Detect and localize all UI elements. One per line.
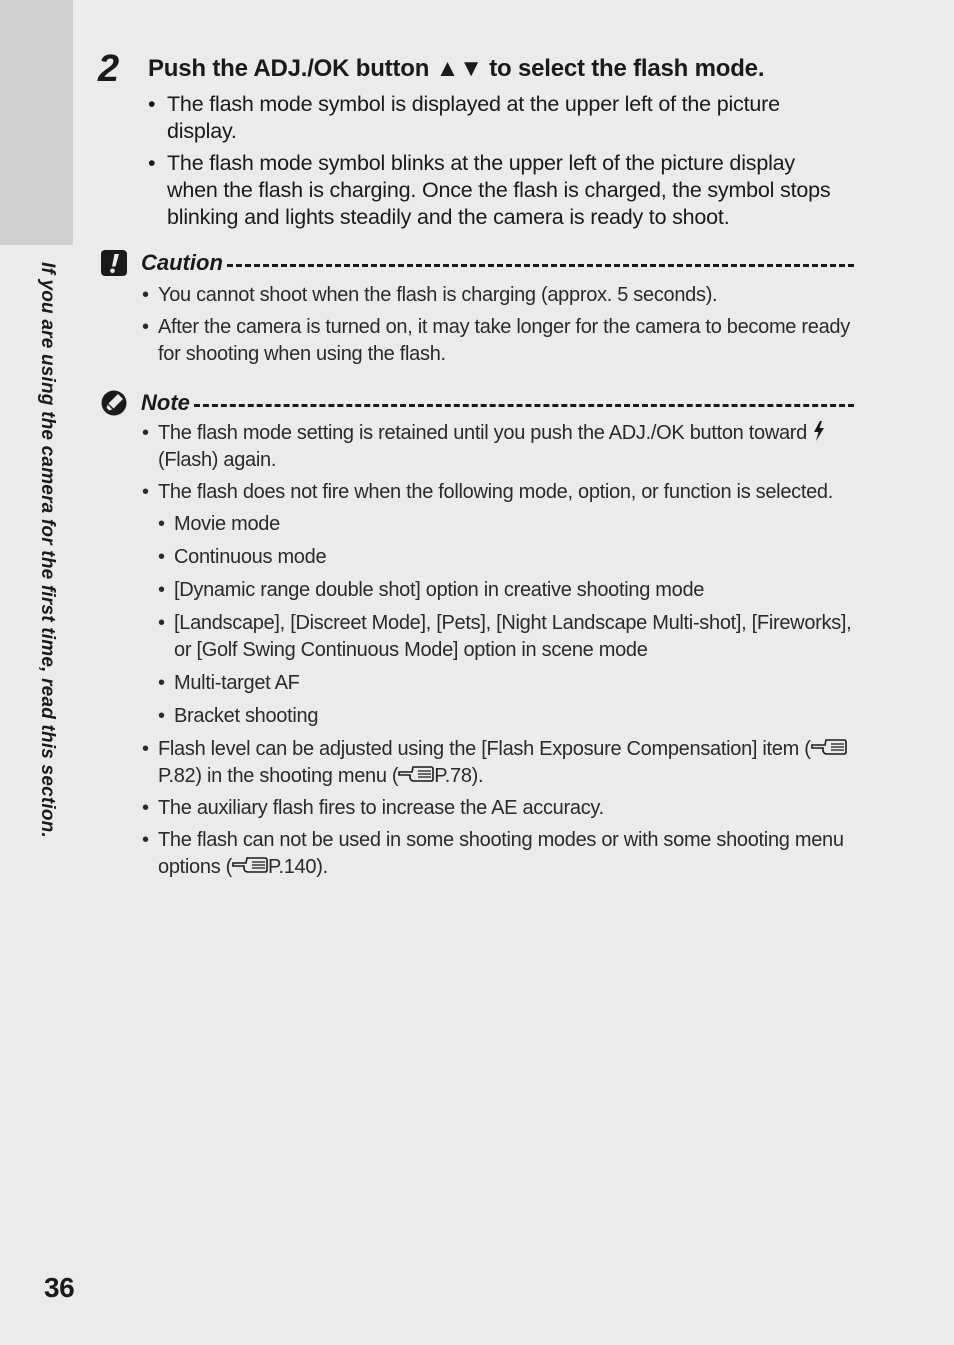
note-pencil-icon: [100, 389, 128, 417]
caution-item: • You cannot shoot when the flash is charging (approx. 5 seconds).: [142, 282, 857, 309]
note-sub-list: [158, 511, 857, 730]
caution-list: [142, 282, 857, 373]
note-sub-item: • [Landscape], [Discreet Mode], [Pets], [Night Landscape Multi-shot], [Fireworks], or [Golf Swing Continuous Mode] option in scene mode: [158, 610, 857, 664]
note-item: • The auxiliary flash fires to increase the AE accuracy.: [142, 795, 857, 822]
note-item: • The flash does not fire when the following mode, option, or function is selected. • Movie mode • Continuous mode • [Dynamic range double shot] option in creative shooting mode • [Landscape], [Discreet Mode], [Pets], [Night Landscape Multi-shot], [Fireworks], or [Golf Swing Continuous Mode] option in scene mode • Multi-target AF • Bracket shooting: [142, 479, 857, 730]
section-tab: [0, 0, 73, 245]
page-reference-icon: [811, 737, 847, 757]
step-heading-text-after: to select the flash mode.: [482, 55, 765, 82]
note-dashed-rule: [194, 404, 854, 407]
note-sub-item: • Continuous mode: [158, 544, 857, 571]
page-reference[interactable]: P.78: [434, 765, 472, 787]
note-sub-item: • Movie mode: [158, 511, 857, 538]
note-item: • Flash level can be adjusted using the [Flash Exposure Compensation] item (P.82) in the shooting menu ( P.78).: [142, 736, 857, 790]
up-down-arrows-icon: ▲▼: [435, 55, 483, 82]
step-bullet-item: • The flash mode symbol is displayed at the upper left of the picture display.: [148, 91, 848, 145]
step-bullet-list: [148, 91, 848, 236]
note-sub-item: • Multi-target AF: [158, 670, 857, 697]
side-caption: If you are using the camera for the first time, read this section.: [37, 262, 58, 838]
step-number: 2: [98, 48, 120, 90]
caution-title: Caution: [141, 250, 223, 275]
page-number: 36: [44, 1272, 75, 1303]
note-item: • The flash mode setting is retained until you push the ADJ./OK button toward (Flash) again.: [142, 420, 857, 474]
caution-header: [100, 248, 854, 278]
note-item: • The flash can not be used in some shooting modes or with some shooting menu options ( P.140).: [142, 827, 857, 881]
note-header: [100, 388, 854, 418]
flash-icon: [812, 420, 826, 442]
note-sub-item: • [Dynamic range double shot] option in creative shooting mode: [158, 577, 857, 604]
caution-icon: [100, 249, 128, 277]
caution-item: • After the camera is turned on, it may take longer for the camera to become ready for shooting when using the flash.: [142, 314, 857, 368]
page-reference-icon: [398, 764, 434, 784]
step-bullet-item: • The flash mode symbol blinks at the upper left of the picture display when the flash is charging. Once the flash is charged, the symbol stops blinking and lights steadily and the camera is ready to shoot.: [148, 150, 848, 231]
page-reference-icon: [232, 855, 268, 875]
step-heading-text-before: Push the ADJ./OK button: [148, 55, 436, 82]
caution-dashed-rule: [227, 264, 854, 267]
note-sub-item: • Bracket shooting: [158, 703, 857, 730]
page-reference[interactable]: P.140: [268, 856, 317, 878]
note-title: Note: [141, 390, 190, 415]
page-reference[interactable]: P.82: [158, 765, 196, 787]
step-heading: [148, 55, 764, 83]
note-list: [142, 420, 857, 886]
